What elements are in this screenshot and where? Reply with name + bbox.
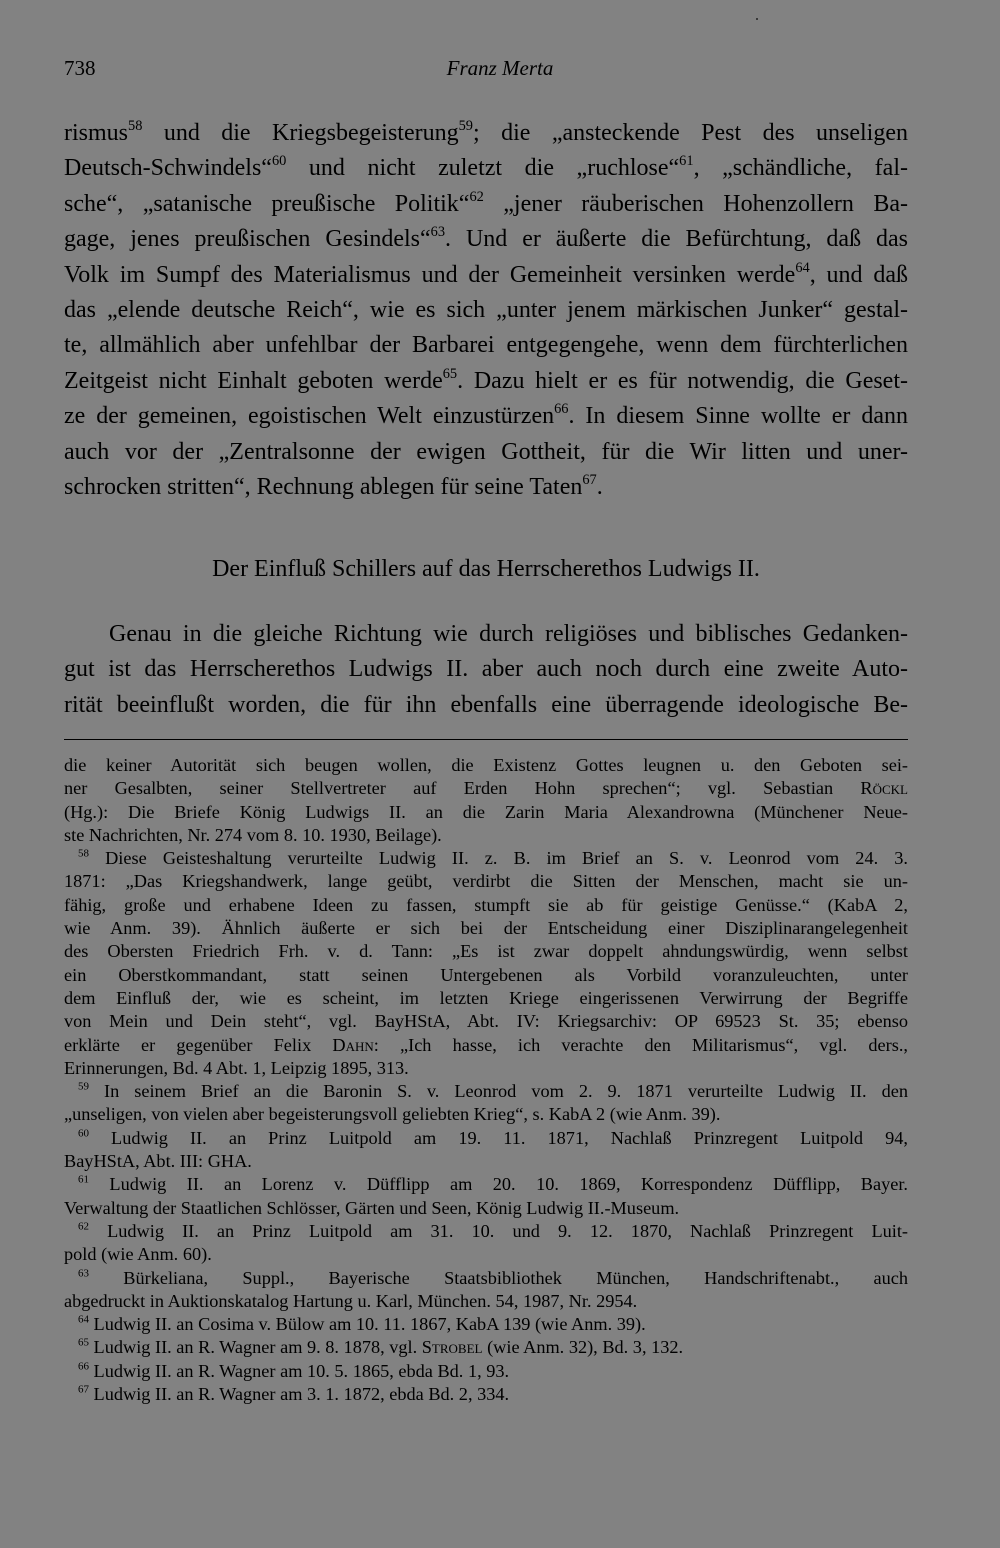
- paragraph-1: [64, 116, 908, 505]
- footnote-start-line: [64, 1313, 908, 1336]
- running-title: Franz Merta: [446, 56, 554, 80]
- footnote-ref: 61: [679, 153, 694, 170]
- footnote-text: des Obersten Friedrich Frh. v. d. Tann: „Es ist zwar doppelt ahndungswürdig, wenn selbst: [64, 941, 908, 962]
- footnote-text: pold (wie Anm. 60).: [64, 1244, 212, 1265]
- footnote-text: Erinnerungen, Bd. 4 Abt. 1, Leipzig 1895, 313.: [64, 1057, 409, 1078]
- footnote-line: [64, 824, 908, 847]
- text-line: Deutsch-Schwindels“$^{60}$ und nicht zuletzt die „ruchlose“$^{61}$, „schändliche, fal-: [64, 153, 908, 182]
- text-line: schrocken stritten“, Rechnung ablegen für seine Taten$^{67}$.: [64, 471, 603, 500]
- footnote-line: [64, 1150, 908, 1173]
- footnote-text: (Hg.): Die Briefe König Ludwigs II. an die Zarin Maria Alexandrowna (Münchener Neue-: [64, 801, 908, 822]
- footnote-line: [64, 964, 908, 987]
- paragraph-2: [64, 617, 908, 723]
- footnote-ref: 62: [469, 188, 484, 205]
- footnote-ref: 59: [458, 117, 473, 134]
- text-line: ze der gemeinen, egoistischen Welt einzustürzen$^{66}$. In diesem Sinne wollte er dann: [64, 401, 908, 430]
- footnote-text: ein Oberstkommandant, statt seinen Untergebenen als Vorbild voranzuleuchten, unter: [64, 964, 908, 985]
- footnote-text: BayHStA, Abt. III: GHA.: [64, 1151, 252, 1172]
- text-line: auch vor der „Zentralsonne der ewigen Gottheit, für die Wir litten und uner-: [64, 438, 908, 465]
- footnote-text: Ludwig II. an Prinz Luitpold am 19. 11. 1871, Nachlaß Prinzregent Luitpold 94,: [88, 1127, 908, 1148]
- footnote-text: Ludwig II. an Prinz Luitpold am 31. 10. und 9. 12. 1870, Nachlaß Prinzregent Luit-: [88, 1220, 908, 1241]
- footnote-ref: 60: [271, 153, 287, 170]
- footnote-start-line: [64, 1383, 908, 1406]
- section-heading: Der Einfluß Schillers auf das Herrscherethos Ludwigs II.: [212, 556, 760, 582]
- footnote-ref: 65: [442, 365, 458, 382]
- footnote-number: 61: [78, 1173, 89, 1186]
- footnote-ref: 64: [795, 259, 810, 276]
- page-number: 738: [64, 56, 96, 80]
- footnote-number: 67: [78, 1383, 89, 1396]
- footnote-number: 62: [78, 1220, 89, 1233]
- scan-speck: [756, 18, 758, 20]
- footnote-text: : „Ich hasse, ich verachte den Militarismus“, vgl. ders.,: [373, 1034, 909, 1055]
- text-line: rismus$^{58}$ und die Kriegsbegeisterung$^{59}$; die „ansteckende Pest des unseligen: [64, 117, 908, 146]
- footnote-number: 63: [78, 1266, 89, 1279]
- footnote-text: dem Einfluß der, wie es scheint, im letzten Kriege eingerissenen Verwirrung der Begriffe: [64, 987, 908, 1008]
- footnote-line: [64, 917, 908, 940]
- footnote-text: Ludwig II. an R. Wagner am 10. 5. 1865, ebda Bd. 1, 93.: [88, 1360, 510, 1381]
- footnote-text: abgedruckt in Auktionskatalog Hartung u. Karl, München. 54, 1987, Nr. 2954.: [64, 1290, 638, 1311]
- footnote-line: [64, 870, 908, 893]
- footnote-text: ste Nachrichten, Nr. 274 vom 8. 10. 1930, Beilage).: [64, 824, 442, 845]
- text-line: Volk im Sumpf des Materialismus und der Gemeinheit versinken werde$^{64}$, und daß: [64, 259, 908, 288]
- text-line: sche“, „satanische preußische Politik“$^{62}$ „jener räuberischen Hohenzollern Ba-: [64, 188, 908, 217]
- footnote-line: [64, 777, 908, 800]
- footnote-text: Verwaltung der Staatlichen Schlösser, Gärten und Seen, König Ludwig II.-Museum.: [64, 1197, 680, 1218]
- footnote-line: [64, 754, 908, 777]
- footnote-line: [64, 801, 908, 824]
- footnote-text: Ludwig II. an R. Wagner am 3. 1. 1872, ebda Bd. 2, 334.: [88, 1384, 510, 1405]
- footnote-text: In seinem Brief an die Baronin S. v. Leonrod vom 2. 9. 1871 verurteilte Ludwig II. den: [88, 1081, 908, 1102]
- footnote-line: [64, 1103, 908, 1126]
- footnote-line: [64, 987, 908, 1010]
- text-line: gage, jenes preußischen Gesindels“$^{63}$. Und er äußerte die Befürchtung, daß das: [64, 224, 908, 253]
- footnote-text: (wie Anm. 32), Bd. 3, 132.: [482, 1337, 684, 1358]
- footnote-start-line: [64, 1336, 908, 1359]
- footnote-ref: 58: [128, 117, 143, 134]
- footnote-text: erklärte er gegenüber Felix: [64, 1034, 333, 1055]
- footnote-start-line: [64, 1173, 908, 1196]
- footnote-number: 64: [78, 1313, 89, 1326]
- footnote-start-line: [64, 1080, 908, 1103]
- footnote-number: 58: [78, 847, 89, 860]
- footnote-text: Ludwig II. an Cosima v. Bülow am 10. 11. 1867, KabA 139 (wie Anm. 39).: [88, 1314, 646, 1335]
- text-line: Zeitgeist nicht Einhalt geboten werde$^{65}$. Dazu hielt er es für notwendig, die Geset-: [64, 365, 908, 394]
- footnote-line: [64, 1243, 908, 1266]
- footnote-line: [64, 1034, 908, 1057]
- author-name: Dahn: [332, 1034, 374, 1055]
- footnote-text: von Mein und Dein steht“, vgl. BayHStA, Abt. IV: Kriegsarchiv: OP 69523 St. 35; ebenso: [64, 1011, 908, 1032]
- footnote-line: [64, 1290, 908, 1313]
- footnote-number: 66: [78, 1360, 89, 1373]
- text-line: rität beeinflußt worden, die für ihn ebenfalls eine überragende ideologische Be-: [64, 691, 908, 718]
- footnote-text: wie Anm. 39). Ähnlich äußerte er sich bei der Entscheidung einer Disziplinarangelegenheit: [64, 918, 908, 939]
- footnote-line: [64, 940, 908, 963]
- author-name: Strobel: [421, 1337, 483, 1358]
- text-line: Genau in die gleiche Richtung wie durch religiöses und biblisches Gedanken-: [64, 621, 908, 647]
- footnote-line: [64, 1010, 908, 1033]
- footnote-number: 59: [78, 1080, 89, 1093]
- footnote-start-line: [64, 1267, 908, 1290]
- footnote-start-line: [64, 1220, 908, 1243]
- text-line: te, allmählich aber unfehlbar der Barbarei entgegengehe, wenn dem fürchterlichen: [64, 332, 908, 359]
- footnote-ref: 66: [554, 401, 569, 418]
- footnote-text: fähig, große und erhabene Ideen zu fassen, stumpft sie ab für geistige Genüsse.“ (KabA 2,: [64, 894, 908, 915]
- footnote-text: die keiner Autorität sich beugen wollen, die Existenz Gottes leugnen u. den Geboten sei-: [64, 755, 908, 775]
- footnote-text: „unseligen, von vielen aber begeisterungsvoll geliebten Krieg“, s. KabA 2 (wie Anm. 39).: [64, 1104, 721, 1125]
- footnote-start-line: [64, 1127, 908, 1150]
- footnote-line: [64, 1197, 908, 1220]
- footnote-start-line: [64, 1360, 908, 1383]
- footnote-start-line: [64, 847, 908, 870]
- footnote-number: 60: [78, 1127, 89, 1140]
- footnote-text: Diese Geisteshaltung verurteilte Ludwig II. z. B. im Brief an S. v. Leonrod vom 24. 3.: [88, 848, 908, 869]
- footnote-text: ner Gesalbten, seiner Stellvertreter auf Erden Hohn sprechen“; vgl. Sebastian: [64, 778, 861, 799]
- footnote-line: [64, 894, 908, 917]
- footnote-text: Ludwig II. an Lorenz v. Düfflipp am 20. 10. 1869, Korrespondenz Düfflipp, Bayer.: [88, 1174, 908, 1195]
- page-header: [64, 56, 936, 90]
- footnote-line: [64, 1057, 908, 1080]
- text-line: gut ist das Herrscherethos Ludwigs II. aber auch noch durch eine zweite Auto-: [64, 656, 908, 683]
- footnote-number: 65: [78, 1336, 89, 1349]
- footnote-ref: 67: [582, 471, 597, 488]
- footnote-divider: [64, 739, 908, 740]
- footnote-text: 1871: „Das Kriegshandwerk, lange geübt, verdirbt die Sitten der Menschen, macht sie un-: [64, 871, 908, 892]
- author-name: Röckl: [860, 778, 908, 799]
- footnotes: [64, 754, 908, 1406]
- footnote-text: Bürkeliana, Suppl., Bayerische Staatsbibliothek München, Handschriftenabt., auch: [88, 1267, 908, 1288]
- footnote-text: Ludwig II. an R. Wagner am 9. 8. 1878, vgl.: [88, 1337, 422, 1358]
- text-line: das „elende deutsche Reich“, wie es sich „unter jenem märkischen Junker“ gestal-: [64, 296, 908, 323]
- footnote-ref: 63: [430, 224, 446, 241]
